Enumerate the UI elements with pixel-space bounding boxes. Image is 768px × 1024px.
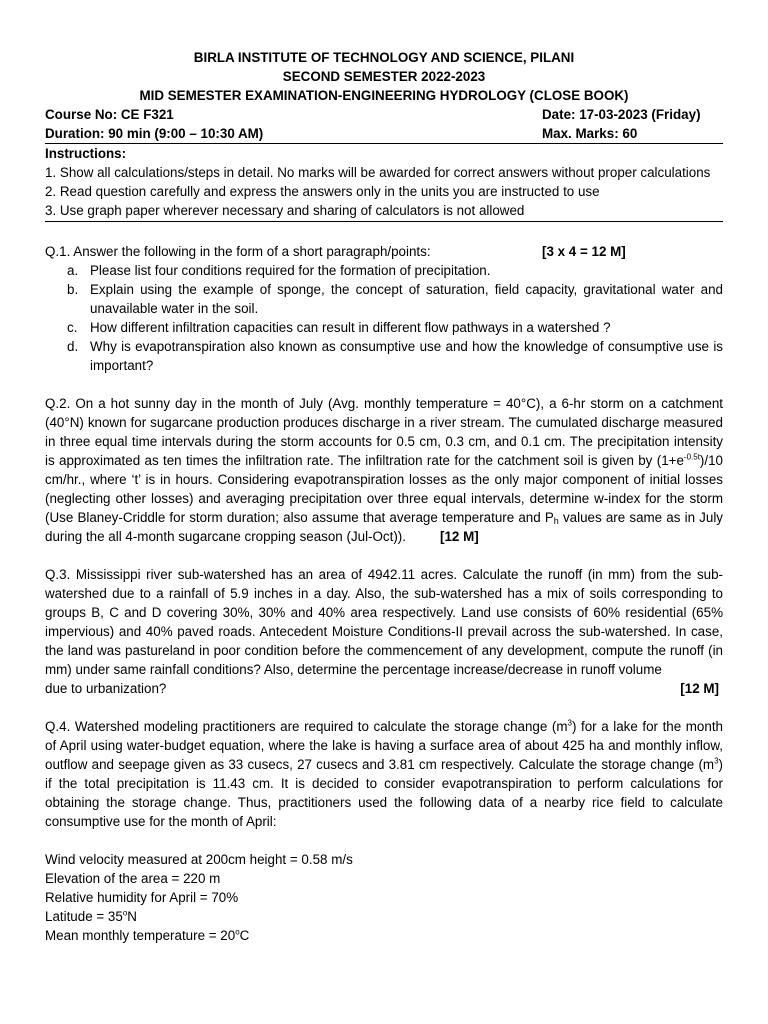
- semester-title: SECOND SEMESTER 2022-2023: [282, 69, 486, 84]
- part-label: b.: [67, 282, 79, 297]
- question-2-text-3: values are same as in July during the all 4-month sugarcane cropping season (Jul-Oct)).: [45, 510, 723, 544]
- part-text: Why is evapotranspiration also known as consumptive use and how the knowledge of consumptive use is important?: [90, 339, 723, 373]
- data-item-elevation: Elevation of the area = 220 m: [45, 871, 221, 886]
- question-4-text-3: ) if the total precipitation is 11.43 cm. It is decided to consider evapotranspiration to perform calculations for obtaining the storage change. Thus, practitioners used the following data of a nearby rice field to calculate consumptive use for the month of April:: [45, 757, 723, 829]
- divider-bottom: [45, 221, 723, 222]
- rice-field-data: [45, 850, 723, 945]
- data-item-humidity: Relative humidity for April = 70%: [45, 890, 239, 905]
- question-1-part-b: [45, 280, 723, 318]
- part-label: a.: [67, 263, 79, 278]
- exponent: -0.5t: [683, 452, 700, 462]
- exam-date: Date: 17-03-2023 (Friday): [542, 107, 701, 122]
- meta-row-1: [45, 105, 723, 124]
- max-marks: Max. Marks: 60: [542, 126, 638, 141]
- question-1-marks: [3 x 4 = 12 M]: [542, 244, 626, 259]
- part-label: c.: [67, 320, 78, 335]
- data-item-latitude: Latitude = $35^oN$: [45, 908, 137, 924]
- institute-name: BIRLA INSTITUTE OF TECHNOLOGY AND SCIENCE, PILANI: [193, 50, 575, 65]
- instruction-item: 3. Use graph paper wherever necessary and sharing of calculators is not allowed: [45, 203, 525, 218]
- question-2-text-1: Q.2. On a hot sunny day in the month of July (Avg. monthly temperature = 40°C), a 6-hr storm on a catchment (40°N) known for sugarcane production produces discharge in a river stream. The cumulated discharge measured in three equal time intervals during the storm accounts for 0.5 cm, 0.3 cm, and 0.1 cm. The precipitation intensity is approximated as ten times the infiltration rate. The infiltration rate for the catchment soil is given by (1+e: [45, 396, 723, 468]
- data-item-temperature: Mean monthly temperature = $20^oC$: [45, 927, 250, 943]
- part-text: How different infiltration capacities can result in different flow pathways in a watershed ?: [90, 320, 611, 335]
- exam-content: [45, 48, 723, 945]
- exam-title: MID SEMESTER EXAMINATION-ENGINEERING HYDROLOGY (CLOSE BOOK): [139, 88, 629, 103]
- question-3-marks: [12 M]: [680, 681, 719, 696]
- degree-mark: o: [122, 908, 128, 918]
- degree-mark: o: [235, 927, 240, 937]
- part-text: Please list four conditions required for the formation of precipitation.: [90, 263, 491, 278]
- question-1-part-a: [45, 261, 723, 280]
- subscript: h: [553, 516, 559, 526]
- course-number: Course No: CE F321: [45, 107, 174, 122]
- exam-duration: Duration: 90 min (9:00 – 10:30 AM): [45, 126, 264, 141]
- question-3: Q.3. Mississippi river sub-watershed has an area of 4942.11 acres. Calculate the runoff (in mm) from the sub-watershed due to a rainfall of 5.9 inches in a day. Also, the sub-watershed has a mix of soils corresponding to groups B, C and D covering 30%, 30% and 40% area respectively. Land use consists of 60% residential (65% impervious) and 40% paved roads. Antecedent Moisture Conditions-II prevail across the sub-watershed. In case, the land was pastureland in poor condition before the commencement of any development, compute the runoff (in mm) under same rainfall conditions? Also, determine the percentage increase/decrease in runoff volume: [45, 567, 723, 677]
- instruction-item: 2. Read question carefully and express the answers only in the units you are instructed to use: [45, 184, 600, 199]
- instructions-title: Instructions:: [45, 146, 127, 161]
- question-1-part-c: [45, 318, 723, 337]
- question-4: [45, 717, 723, 831]
- question-2-marks: [12 M]: [440, 529, 479, 544]
- question-4-text-2: ) for a lake for the month of April using water-budget equation, where the lake is having a surface area of about 425 ha and monthly inflow, outflow and seepage given as 33 cusecs, 27 cusecs and 3.81 cm respectively. Calculate the storage change (m: [45, 719, 723, 772]
- question-1-text: Q.1. Answer the following in the form of a short paragraph/points:: [45, 244, 431, 259]
- question-1-part-d: [45, 337, 723, 375]
- question-1-heading: [45, 242, 723, 261]
- question-2-text-2: )/10 cm/hr., where ‘t’ is in hours. Considering evapotranspiration losses as the only major component of initial losses (neglecting other losses) and averaging precipitation over three equal intervals, determine w-index for the storm (Use Blaney-Criddle for storm duration; also assume that average temperature and P: [45, 453, 723, 525]
- part-text: Explain using the example of sponge, the concept of saturation, field capacity, gravitational water and unavailable water in the soil.: [90, 282, 723, 316]
- instruction-item: 1. Show all calculations/steps in detail. No marks will be awarded for correct answers without proper calculations: [45, 165, 711, 180]
- question-4-text-1: Q.4. Watershed modeling practitioners are required to calculate the storage change (m: [45, 719, 568, 734]
- superscript: 3: [714, 756, 719, 766]
- part-label: d.: [67, 339, 79, 354]
- question-3-last-line: [45, 679, 723, 698]
- data-item-wind: Wind velocity measured at 200cm height = 0.58 m/s: [45, 852, 353, 867]
- meta-row-2: [45, 124, 723, 143]
- superscript: 3: [567, 718, 572, 728]
- question-2: [45, 394, 723, 546]
- question-3-text-end: due to urbanization?: [45, 681, 167, 696]
